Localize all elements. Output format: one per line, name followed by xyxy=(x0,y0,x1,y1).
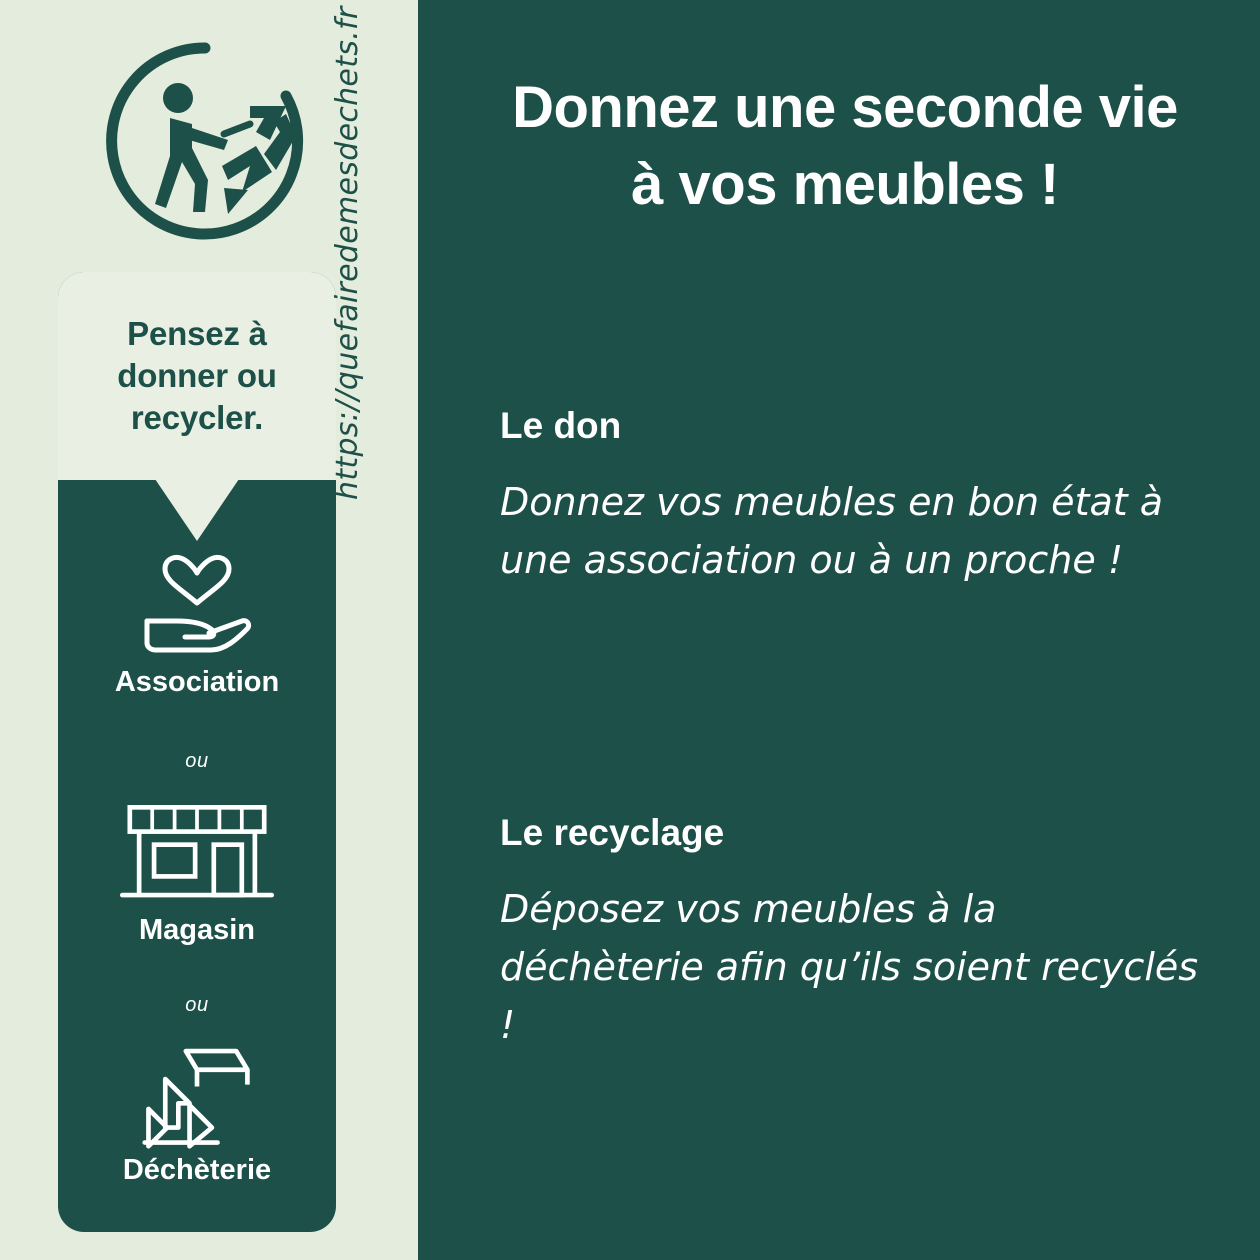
section-le-recyclage-body: Déposez vos meubles à la déchèterie afin qu’ils soient recyclés ! xyxy=(500,887,1199,1048)
shop-front-icon xyxy=(58,800,336,908)
page-title xyxy=(450,70,1240,223)
step-association-label: Association xyxy=(114,666,280,698)
step-separator-1: ou xyxy=(185,750,209,772)
section-le-recyclage xyxy=(500,812,1200,1054)
section-le-don-title: Le don xyxy=(500,405,622,446)
step-magasin xyxy=(58,800,336,947)
callout-line-3: recycler. xyxy=(130,399,264,437)
headline-line-2: à vos meubles ! xyxy=(631,151,1059,217)
section-le-don-body: Donnez vos meubles en bon état à une association ou à un proche ! xyxy=(500,480,1164,583)
step-decheterie-label: Déchèterie xyxy=(122,1154,272,1186)
callout-tail xyxy=(155,479,239,541)
callout-line-2: donner ou xyxy=(117,356,277,394)
section-le-don xyxy=(500,405,1200,589)
step-magasin-label: Magasin xyxy=(138,914,256,946)
section-le-recyclage-title: Le recyclage xyxy=(500,812,725,853)
recycling-person-logo xyxy=(100,36,310,246)
step-association xyxy=(58,552,336,699)
waste-collection-icon xyxy=(58,1040,336,1148)
step-decheterie xyxy=(58,1040,336,1187)
website-url[interactable]: https://quefairedemesdechets.fr xyxy=(330,6,365,500)
hand-heart-icon xyxy=(58,552,336,660)
headline-line-1: Donnez une seconde vie xyxy=(512,75,1178,140)
callout-line-1: Pensez à xyxy=(127,314,267,352)
callout-bubble xyxy=(58,272,336,480)
step-separator-2: ou xyxy=(185,994,209,1016)
